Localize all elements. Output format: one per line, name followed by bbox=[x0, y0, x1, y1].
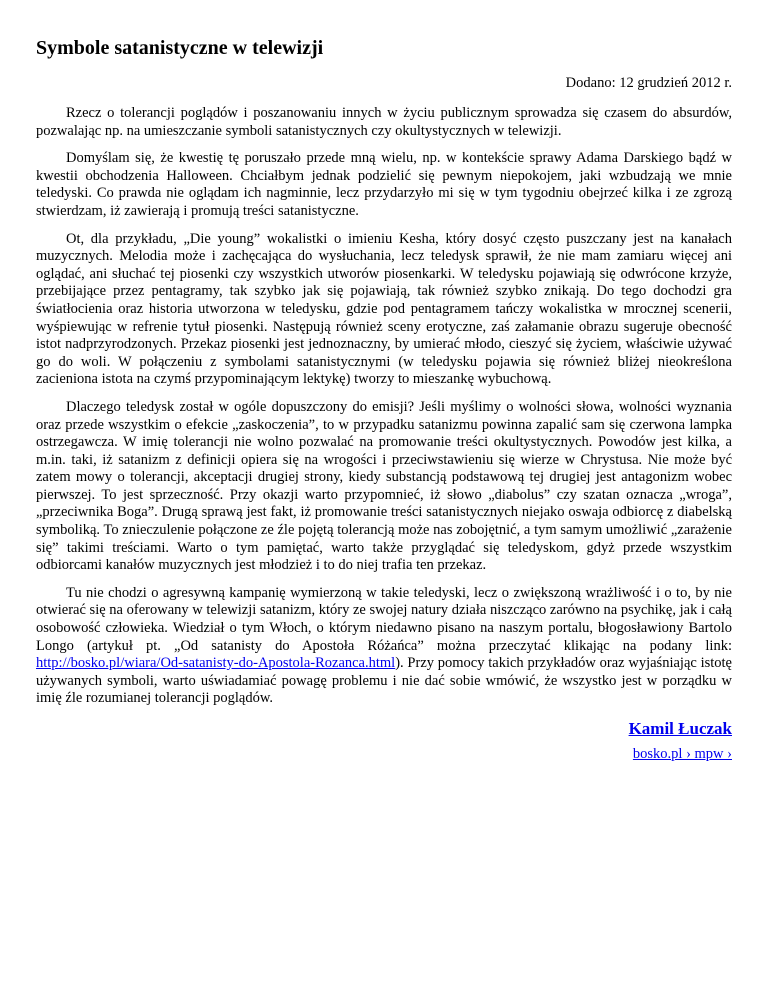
article-title: Symbole satanistyczne w telewizji bbox=[36, 37, 324, 59]
paragraph-1: Rzecz o tolerancji poglądów i poszanowaniu innych w życiu publicznym sprowadza się czasem do absurdów, pozwalając np. na umieszczanie symboli satanistycznych czy okultystycznych w telewizji. bbox=[36, 105, 732, 139]
paragraph-5-text-after: ). Przy pomocy takich przykładów oraz wyjaśniając istotę używanych symboli, warto uświadamiać powagę problemu i nie dać sobie wmówić, że wszystko jest w porządku w imię źle rozumianej tolerancji poglądów. bbox=[36, 655, 732, 707]
paragraph-5 bbox=[36, 585, 732, 708]
paragraph-5-text-before: Tu nie chodzi o agresywną kampanię wymierzoną w takie teledyski, lecz o zwiększoną wrażliwość i o to, by nie otwierać się na oferowany w telewizji satanizm, który ze swojej natury działa niszcząco zarówno na psychikę, jak i całą osobowość człowieka. Wiedział o tym Włoch, o którym niedawno pisano na naszym portalu, błogosławiony Bartolo Longo (artykuł pt. „Od satanisty do Apostoła Różańca” można przeczytać klikając na podany link: bbox=[36, 584, 732, 654]
article-link[interactable]: http://bosko.pl/wiara/Od-satanisty-do-Apostola-Rozanca.html bbox=[36, 655, 396, 672]
source-block bbox=[36, 744, 732, 764]
author-link[interactable]: Kamil Łuczak bbox=[628, 719, 732, 738]
author-block bbox=[36, 718, 732, 740]
paragraph-4: Dlaczego teledysk został w ogóle dopuszczony do emisji? Jeśli myślimy o wolności słowa, wolności wyznania oraz przede wszystkim o efekcie „zaskoczenia”, to w przypadku satanizmu powinna zapalić sam się czerwona lampka ostrzegawcza. W imię tolerancji nie wolno pozwalać na promowanie treści okultystycznych. Powodów jest kilka, a m.in. taki, iż satanizm z definicji opiera się na wrogości i przeciwstawieniu się wierze w Chrystusa. Nie może być zatem mowy o tolerancji, akceptacji drugiej strony, kiedy substancją podstawową tej drugiej jest antagonizm wobec pierwszej. To jest sprzeczność. Przy okazji warto przypomnieć, iż słowo „diabolus” czy szatan oznacza „wroga”, „przeciwnika Boga”. Drugą sprawą jest fakt, iż promowanie treści satanistycznych niejako oswaja odbiorcę z diabelską symboliką. To znieczulenie połączone ze źle pojętą tolerancją może nas zobojętnić, a tym samym umożliwić „zarażenie się” takimi treściami. Warto o tym pamiętać, warto także przyglądać się teledyskom, gdyż przede wszystkim odbiorcami kanałów muzycznych jest młodzież i to do niej trafia ten przekaz. bbox=[36, 398, 732, 574]
article-date: Dodano: 12 grudzień 2012 r. bbox=[565, 75, 732, 91]
paragraph-2: Domyślam się, że kwestię tę poruszało przede mną wielu, np. w kontekście sprawy Adama Darskiego bądź w kwestii obchodzenia Halloween. Chciałbym jednak podzielić się pewnym niepokojem, jaki wzbudzają we mnie teledyski. Co prawda nie oglądam ich nagminnie, lecz przydarzyło mi się w tym tygodniu obejrzeć kilka i ze zgrozą stwierdzam, iż zawierają i promują treści satanistyczne. bbox=[36, 150, 732, 219]
paragraph-3: Ot, dla przykładu, „Die young” wokalistki o imieniu Kesha, który dosyć często puszczany jest na kanałach muzycznych. Melodia może i zachęcająca do wysłuchania, lecz teledysk sprawił, że nie mam zamiaru więcej ani oglądać, ani słuchać tej piosenki czy wszystkich utworów piosenkarki. W teledysku pojawiają się odwrócone krzyże, przebijające przez pentagramy, tak szybko jak się pojawiają, tak również szybko znikają. Do tego dochodzi gra światłocienia oraz historia utworzona w teledysku, gdzie pod pentagramem tańczy wokalistka w mrocznej scenerii, wyśpiewując w refrenie tytuł piosenki. Następują również sceny erotyczne, zaś załamanie obrazu sugeruje obecność istot nadprzyrodzonych. Przekaz piosenki jest jednoznaczny, by umierać młodo, cieszyć się życiem, właściwie używać go do woli. W połączeniu z symbolami satanistycznymi (w teledysku pojawia się również bliżej nieokreślona zacieniona istota na czymś przypominającym lektykę) tworzy to mieszankę wybuchową. bbox=[36, 230, 732, 388]
source-breadcrumb-link[interactable]: bosko.pl › mpw › bbox=[632, 746, 732, 762]
